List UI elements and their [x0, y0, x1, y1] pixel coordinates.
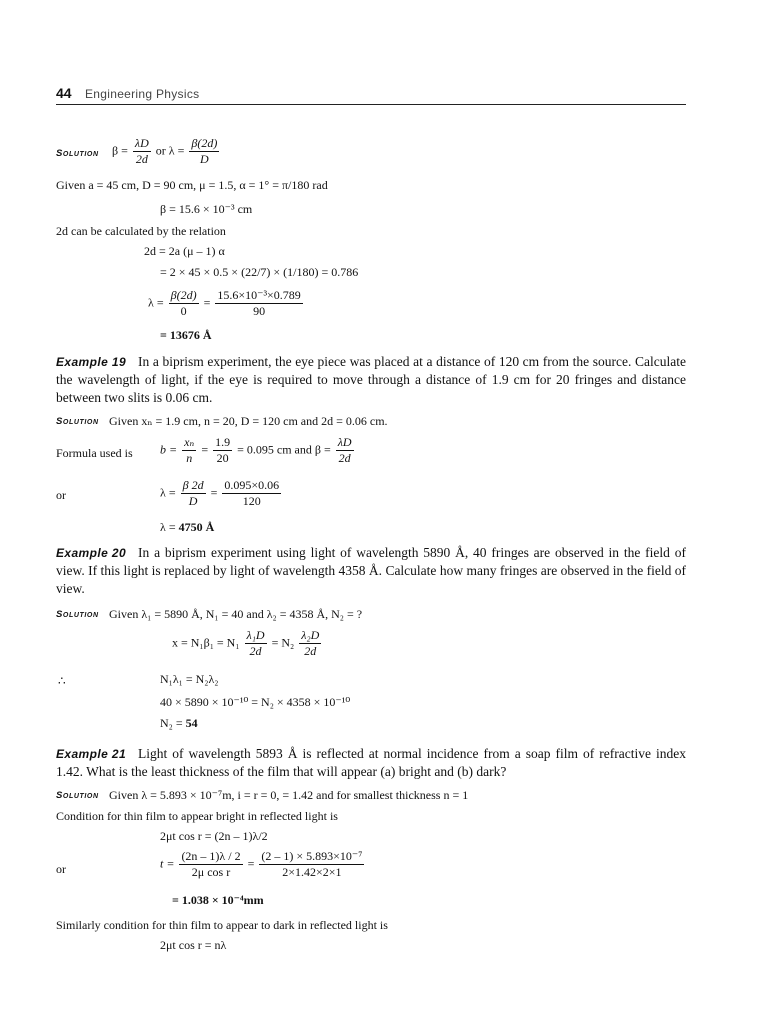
equation-wavelength: λ = $\frac{\beta 2d}{D}$ = $\frac{0.095\times 0.06}{120}$ [160, 478, 280, 508]
solution-label: Solution [56, 609, 99, 620]
relation-text: 2d can be calculated by the relation [56, 224, 226, 238]
solution-label: Solution [56, 416, 99, 427]
formula-label: Formula used is [56, 446, 133, 460]
example-19-text: In a biprism experiment, the eye piece was placed at a distance of 120 cm from the source. Calculate the wavelength of light, if the eye is required to move through a distance of 1.9 cm for 20 fringes and distance between two slits is 0.06 cm. [56, 354, 686, 405]
example-21-given: Given λ = 5.893 × 10⁻⁷m, i = r = 0, = 1.42 and for smallest thickness n = 1 [109, 788, 469, 802]
example-21-text: Light of wavelength 5893 Å is reflected at normal incidence from a soap film of refractive index 1.42. What is the least thickness of the film that will appear (a) bright and (b) dark? [56, 746, 686, 779]
running-title: Engineering Physics [85, 87, 200, 101]
page-number: 44 [56, 85, 72, 101]
equation-fringe-width: b = $\frac{\text{xₙ}}{n}$ = $\frac{1.9}{20}$ = 0.095 cm and β = $\frac{\lambda D}{2d}$ [160, 435, 352, 465]
example-21-result: = 1.038 × 10⁻⁴mm [172, 893, 264, 907]
example-20-label: Example 20 [56, 546, 127, 560]
example-21-label: Example 21 [56, 747, 127, 761]
example-20-result: N₂ = 54 [160, 716, 198, 730]
equation-2d-value: = 2 × 45 × 0.5 × (22/7) × (1/180) = 0.786 [160, 265, 359, 279]
equation-2d: 2d = 2a (μ – 1) α [144, 244, 225, 258]
beta-value: β = 15.6 × 10⁻³ cm [160, 202, 253, 216]
header-rule [56, 104, 686, 105]
example-19-result: λ = 4750 Å [160, 520, 215, 534]
equation-substitution: 40 × 5890 × 10⁻¹⁰ = N₂ × 4358 × 10⁻¹⁰ [160, 695, 351, 709]
example-20-text: In a biprism experiment using light of wavelength 5890 Å, 40 fringes are observed in the field of view. If this light is replaced by light of wavelength 4358 Å. Calculate how many fringes are observed in the field of view. [56, 545, 686, 596]
equation-beta-lambda: β = $\frac{\lambda D}{2d}$ or λ = $\frac{\beta(2d)}{D}$ [112, 136, 218, 166]
equation-dark: 2μt cos r = nλ [160, 938, 227, 952]
given-line: Given a = 45 cm, D = 90 cm, μ = 1.5, α = 1° = π/180 rad [56, 178, 328, 192]
equation-thickness: t = $\frac{(2n - 1)\lambda / 2}{\text{2μ cos r}}$ = $\frac{\text{(2 – 1) × 5.893×10⁻⁷}}{2\times 1.42\times 2\times 1}$ [160, 849, 363, 879]
therefore-symbol: ∴ [58, 674, 66, 688]
example-20-given: Given λ₁ = 5890 Å, N₁ = 40 and λ₂ = 4358 Å, N₂ = ? [109, 607, 363, 621]
solution-label: Solution [56, 148, 99, 159]
example-19-given: Given xₙ = 1.9 cm, n = 20, D = 120 cm and 2d = 0.06 cm. [109, 414, 388, 428]
or-label: or [56, 488, 66, 502]
equation-bright: 2μt cos r = (2n – 1)λ/2 [160, 829, 268, 843]
result-lambda: = 13676 Å [160, 328, 212, 342]
solution-label: Solution [56, 790, 99, 801]
or-label: or [56, 862, 66, 876]
condition-bright: Condition for thin film to appear bright in reflected light is [56, 809, 338, 823]
equation-lambda: λ = $\frac{\beta(2d)}{0}$ = $\frac{\text{15.6×10⁻³×0.789}}{90}$ [148, 288, 301, 318]
equation-fringe-relation: x = N₁β₁ = N₁ $\frac{\text{λ₁D}}{2d}$ = N₂ $\frac{\text{λ₂D}}{2d}$ [172, 628, 320, 658]
condition-dark: Similarly condition for thin film to appear to dark in reflected light is [56, 918, 388, 932]
example-19-label: Example 19 [56, 355, 127, 369]
equation-n-lambda: N₁λ₁ = N₂λ₂ [160, 672, 219, 686]
